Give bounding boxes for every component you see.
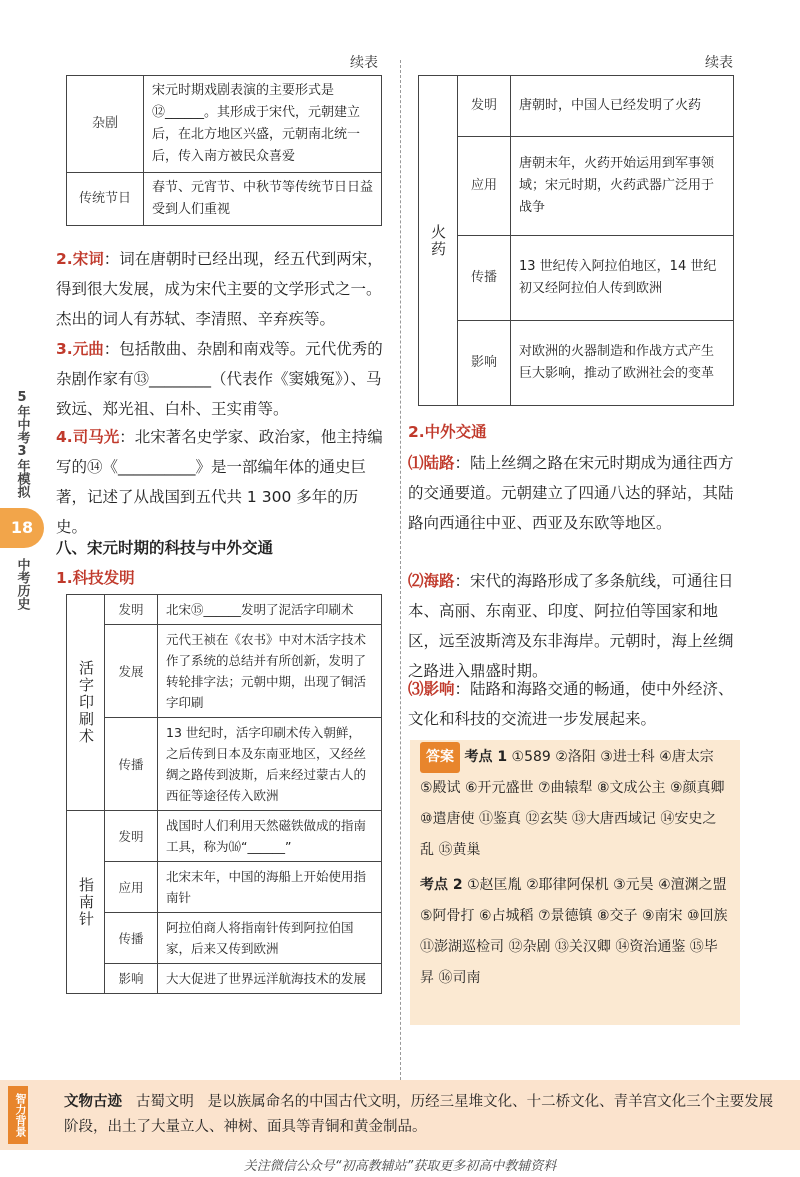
subject-label: 中考历史 [14,558,30,610]
row-text: 阿拉伯商人将指南针传到阿拉伯国家，后来又传到欧洲 [158,913,382,964]
para-number: ⑴ [408,454,424,472]
row-text: 唐朝末年，火药开始运用到军事领域；宋元时期，火药武器广泛用于战争 [511,137,734,236]
paragraph-sima-guang [56,422,386,542]
para-number: 4. [56,428,73,446]
row-text: 北宋⑮______发明了泥活字印刷术 [158,595,382,625]
table-row [419,321,734,406]
group-label: 活字印刷术 [67,595,105,811]
para-text: ：北宋著名史学家、政治家，他主持编写的⑭《__________》是一部编年体的通史巨著，记述了从战国到五代共 1 300 多年的历史。 [56,428,383,536]
para-heading: 海路 [423,572,455,590]
para-heading: 影响 [423,680,455,698]
para-text: ：陆上丝绸之路在宋元时期成为通往西方的交通要道。元朝建立了四通八达的驿站，其陆路向西通往中亚、西亚及东欧等地区。 [408,454,734,532]
footer-subject: 古蜀文明 [135,1094,194,1110]
opera-festival-table [66,75,382,226]
row-text: 北宋末年，中国的海船上开始使用指南针 [158,862,382,913]
row-text: 春节、元宵节、中秋节等传统节日日益受到人们重视 [144,173,382,226]
column-divider [400,60,401,1080]
bottom-note: 关注微信公众号“初高教辅站”获取更多初高中教辅资料 [243,1159,557,1174]
para-text: ：宋代的海路形成了多条航线，可通往日本、高丽、东南亚、印度、阿拉伯等国家和地区，远至波斯湾及东非海岸。元朝时，海上丝绸之路进入鼎盛时期。 [408,572,734,680]
paragraph-sea-route [408,566,740,686]
table-row [67,595,382,625]
footer-body: 是以族属命名的中国古代文明，历经三星堆文化、十二桥文化、青羊宫文化三个主要发展阶段，出土了大量立人、神树、面具等青铜和黄金制品。 [64,1094,774,1135]
table-row [67,913,382,964]
k2-answers: ①赵匡胤 ②耶律阿保机 ③元昊 ④澶渊之盟 ⑤阿骨打 ⑥占城稻 ⑦景德镇 ⑧交子 ⑨南宋 ⑩回族 ⑪澎湖巡检司 ⑫杂剧 ⑬关汉卿 ⑭资治通鉴 ⑮毕昇 ⑯司南 [420,877,728,986]
para-text: ：包括散曲、杂剧和南戏等。元代优秀的杂剧作家有⑬________（代表作《窦娥冤》）、马致远、郑光祖、白朴、王实甫等。 [56,340,383,418]
row-label: 发展 [105,625,158,718]
row-label: 传播 [105,718,158,811]
row-text: 大大促进了世界远洋航海技术的发展 [158,964,382,994]
group-label: 指南针 [67,811,105,994]
section-heading: 八、宋元时期的科技与中外交通 [56,539,274,557]
paragraph-song-ci [56,244,386,334]
row-label: 传播 [458,236,511,321]
row-label: 影响 [105,964,158,994]
table-row [67,173,382,226]
table-row [67,862,382,913]
k1-label: 考点 1 [464,749,508,765]
page-sidebar [0,390,44,610]
continued-label-right: 续表 [705,55,733,71]
table-row [67,718,382,811]
row-text: 13 世纪传入阿拉伯地区，14 世纪初又经阿拉伯人传到欧洲 [511,236,734,321]
answer-badge: 答案 [420,742,460,773]
row-label: 应用 [105,862,158,913]
row-label: 发明 [105,595,158,625]
row-label: 传统节日 [67,173,144,226]
subsection-tech: 1.科技发明 [56,569,135,587]
row-text: 对欧洲的火器制造和作战方式产生巨大影响，推动了欧洲社会的变革 [511,321,734,406]
para-number: ⑵ [408,572,424,590]
row-label: 杂剧 [67,76,144,173]
table-row [419,236,734,321]
answers-k2 [410,868,740,996]
answer-box [410,740,740,1025]
book-title: 5年中考3年模拟 [14,390,30,498]
table-row [419,76,734,137]
continued-label-left: 续表 [350,55,378,71]
table-row [67,964,382,994]
answers-k1 [410,740,740,868]
para-text: ：陆路和海路交通的畅通，使中外经济、文化和科技的交流进一步发展起来。 [408,680,734,728]
k1-answers: ①589 ②洛阳 ③进士科 ④唐太宗 ⑤殿试 ⑥开元盛世 ⑦曲辕犁 ⑧文成公主 ⑨颜真卿 ⑩遣唐使 ⑪鉴真 ⑫玄奘 ⑬大唐西域记 ⑭安史之乱 ⑮黄巢 [420,749,725,858]
row-label: 传播 [105,913,158,964]
k2-label: 考点 2 [420,877,463,893]
footer-title: 文物古迹 [64,1094,122,1110]
para-number: 3. [56,340,73,358]
table-row [67,811,382,862]
paragraph-yuan-qu [56,334,386,424]
row-text: 宋元时期戏剧表演的主要形式是⑫______。其形成于宋代，元朝建立后，在北方地区兴盛，元朝南北统一后，传入南方被民众喜爱 [144,76,382,173]
row-label: 应用 [458,137,511,236]
paragraph-land-route [408,448,740,538]
page-number: 18 [0,508,44,548]
row-text: 13 世纪时，活字印刷术传入朝鲜，之后传到日本及东南亚地区，又经丝绸之路传到波斯，后来经过蒙古人的西征等途径传入欧洲 [158,718,382,811]
row-label: 影响 [458,321,511,406]
para-number: ⑶ [408,680,424,698]
row-text: 战国时人们利用天然磁铁做成的指南工具，称为⒃“______” [158,811,382,862]
table-row [67,76,382,173]
para-number: 2. [56,250,73,268]
para-heading: 陆路 [423,454,455,472]
row-label: 发明 [458,76,511,137]
tech-invention-table [66,594,382,994]
para-heading: 宋词 [72,250,104,268]
table-row [419,137,734,236]
row-label: 发明 [105,811,158,862]
para-heading: 元曲 [72,340,104,358]
row-text: 唐朝时，中国人已经发明了火药 [511,76,734,137]
row-text: 元代王祯在《农书》中对木活字技术作了系统的总结并有所创新，发明了转轮排字法；元朝中期，出现了铜活字印刷 [158,625,382,718]
subsection-transport: 2.中外交通 [408,423,487,441]
footer-text [64,1090,784,1140]
table-row [67,625,382,718]
gunpowder-table [418,75,734,406]
footer-banner [0,1080,800,1150]
para-heading: 司马光 [72,428,120,446]
paragraph-influence [408,674,740,734]
para-text: ：词在唐朝时已经出现，经五代到两宋，得到很大发展，成为宋代主要的文学形式之一。杰出的词人有苏轼、李清照、辛弃疾等。 [56,250,383,328]
group-label: 火药 [419,76,458,406]
footer-tag: 智力背景 [8,1086,28,1144]
